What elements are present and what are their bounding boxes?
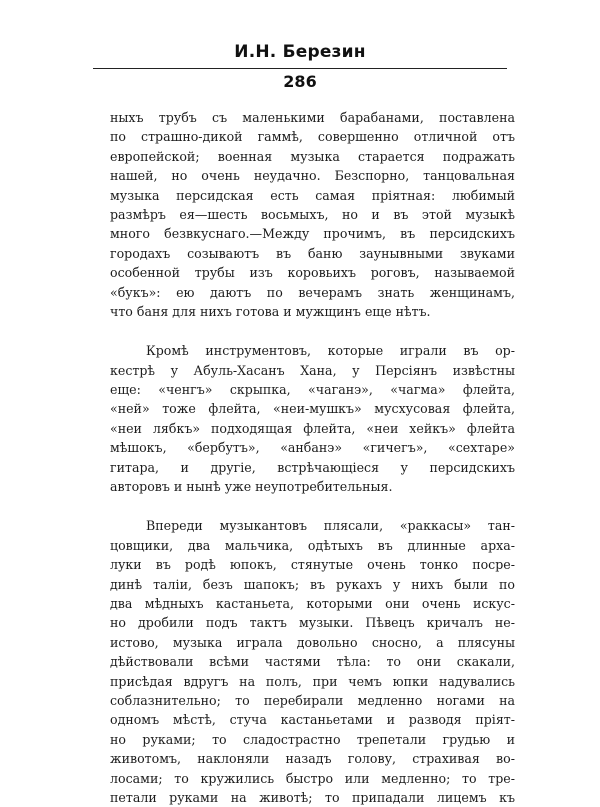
text-line: соблазнительно; то перебирали медленно ногами на (110, 692, 515, 708)
paragraph-1 (110, 108, 515, 321)
text-line: еще: «ченгъ» скрыпка, «чаганэ», «чагма» флейта, (110, 382, 515, 398)
text-line: но дробили подъ тактъ музыки. Пѣвецъ кричалъ не- (110, 615, 515, 631)
text-line: дѣйствовали всѣми частями тѣла: то они скакали, (110, 654, 515, 670)
text-line: нашей, но очень неудачно. Безспорно, танцовальная (110, 168, 515, 184)
text-line: «букъ»: ею даютъ по вечерамъ знать женщинамъ, (110, 284, 515, 300)
text-line: ныхъ трубъ съ маленькими барабанами, поставлена (110, 110, 515, 125)
text-line: гитара, и другіе, встрѣчающіеся у персидскихъ (110, 459, 515, 475)
text-line: европейской; военная музыка старается подражать (110, 148, 515, 164)
text-line: одномъ мѣстѣ, стуча кастаньетами и разводя пріят- (110, 712, 515, 728)
text-line: истово, музыка играла довольно сносно, а плясуны (110, 634, 515, 650)
text-line: авторовъ и нынѣ уже неупотребительныя. (110, 479, 393, 495)
text-line: присѣдая вдругъ на полъ, при чемъ юпки надувались (110, 673, 515, 689)
text-line: кестрѣ у Абуль-Хасанъ Хана, у Персіянъ извѣстны (110, 362, 515, 378)
text-line: Впереди музыкантовъ плясали, «раккасы» тан- (146, 518, 515, 534)
header-rule (93, 68, 507, 69)
text-line: животомъ, наклоняли назадъ голову, страхивая во- (110, 751, 515, 767)
text-line: динѣ таліи, безъ шапокъ; въ рукахъ у нихъ были по (110, 576, 515, 592)
text-line: цовщики, два мальчика, одѣтыхъ въ длинные арха- (110, 537, 515, 553)
page-number: 286 (283, 72, 317, 91)
text-line: Кромѣ инструментовъ, которые играли въ ор- (146, 343, 515, 359)
text-line: размѣръ ея—шесть восьмыхъ, но и въ этой музыкѣ (110, 206, 515, 222)
paragraph-3 (110, 516, 515, 807)
text-line: лосами; то кружились быстро или медленно; то тре- (110, 770, 515, 786)
text-line: особенной трубы изъ коровьихъ роговъ, называемой (110, 265, 515, 281)
text-line: петали руками на животѣ; то припадали лицемъ къ (110, 789, 515, 805)
text-line: музыка персидская есть самая пріятная: любимый (110, 187, 515, 203)
text-line: «неи лябкъ» подходящая флейта, «неи хейкъ» флейта (110, 420, 515, 436)
text-line: луки въ родѣ юпокъ, стянутые очень тонко посре- (110, 557, 515, 573)
text-line: два мѣдныхъ кастаньета, которыми они очень искус- (110, 595, 515, 611)
text-line: что баня для нихъ готова и мужщинъ еще нѣтъ. (110, 303, 431, 319)
text-line: по страшно-дикой гаммѣ, совершенно отличной отъ (110, 129, 515, 145)
text-line: городахъ созываютъ въ баню заунывными звуками (110, 245, 515, 261)
paragraph-2 (110, 341, 515, 496)
text-line: много безвкуснаго.—Между прочимъ, въ персидскихъ (110, 226, 515, 242)
text-line: но руками; то сладострастно трепетали грудью и (110, 731, 515, 747)
text-line: «ней» тоже флейта, «неи-мушкъ» мусхусовая флейта, (110, 401, 515, 417)
body-text (110, 108, 515, 807)
running-head-author: И.Н. Березин (234, 42, 366, 62)
text-line: мѣшокъ, «бербутъ», «анбанэ» «гичегъ», «сехтаре» (110, 440, 515, 456)
